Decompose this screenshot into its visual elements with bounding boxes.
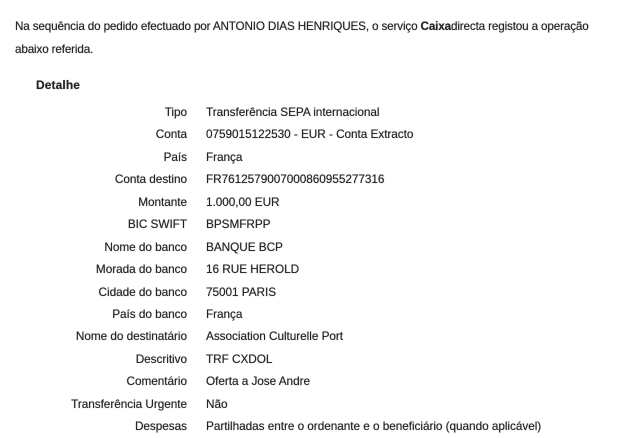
detail-label: Conta <box>155 127 187 142</box>
detail-row <box>0 281 640 303</box>
detail-label: BIC SWIFT <box>127 217 187 232</box>
detail-row <box>0 168 640 190</box>
brand-name-regular: directa <box>451 20 486 33</box>
detail-row <box>0 123 640 145</box>
detail-row <box>0 415 640 437</box>
detail-label: Cidade do banco <box>98 284 187 299</box>
detail-value: 0759015122530 - EUR - Conta Extracto <box>206 127 414 142</box>
detail-label: Montante <box>138 194 187 209</box>
detail-value: Association Culturelle Port <box>206 329 343 344</box>
detail-label: Despesas <box>134 419 187 434</box>
detail-row <box>0 258 640 280</box>
detail-label: País <box>163 149 187 164</box>
detail-value: Transferência SEPA internacional <box>206 105 380 119</box>
detail-row <box>0 236 640 258</box>
intro-line-2: abaixo referida. <box>15 42 94 56</box>
detail-row <box>0 101 640 123</box>
intro-text-suffix: registou a operação <box>485 20 589 33</box>
detail-row <box>0 370 640 392</box>
detail-value: BPSMFRPP <box>206 217 271 232</box>
detail-label: Descritivo <box>135 351 187 366</box>
detail-label: Tipo <box>164 105 187 119</box>
detail-value: TRF CXDOL <box>206 351 273 366</box>
detail-row <box>0 348 640 370</box>
detail-row <box>0 325 640 347</box>
detail-value: França <box>206 306 243 321</box>
detail-table <box>0 101 640 438</box>
section-title: Detalhe <box>36 78 81 92</box>
detail-row <box>0 303 640 325</box>
detail-label: Comentário <box>126 374 187 389</box>
detail-value: 16 RUE HEROLD <box>206 262 300 277</box>
detail-value: França <box>206 149 243 164</box>
intro-text: Na sequência do pedido efectuado por ANTONIO DIAS HENRIQUES, o serviço <box>15 20 421 33</box>
detail-label: Nome do banco <box>104 239 187 254</box>
detail-row <box>0 213 640 235</box>
intro-paragraph <box>15 16 589 61</box>
brand-name-bold: Caixa <box>420 20 451 33</box>
detail-row <box>0 191 640 213</box>
detail-label: Conta destino <box>114 172 187 187</box>
detail-value: Partilhadas entre o ordenante e o beneficiário (quando aplicável) <box>206 419 542 434</box>
detail-row <box>0 393 640 415</box>
detail-value: 75001 PARIS <box>206 284 277 299</box>
detail-value: FR7612579007000860955277316 <box>206 172 385 187</box>
detail-label: Transferência Urgente <box>71 396 187 411</box>
detail-label: País do banco <box>112 306 187 321</box>
detail-label: Nome do destinatário <box>75 329 187 344</box>
detail-row <box>0 146 640 168</box>
intro-line-1 <box>15 16 589 39</box>
detail-value: 1.000,00 EUR <box>206 194 280 209</box>
detail-label: Morada do banco <box>95 262 187 277</box>
detail-value: Oferta a Jose Andre <box>206 374 310 389</box>
detail-value: Não <box>206 396 228 411</box>
detail-value: BANQUE BCP <box>206 239 283 254</box>
